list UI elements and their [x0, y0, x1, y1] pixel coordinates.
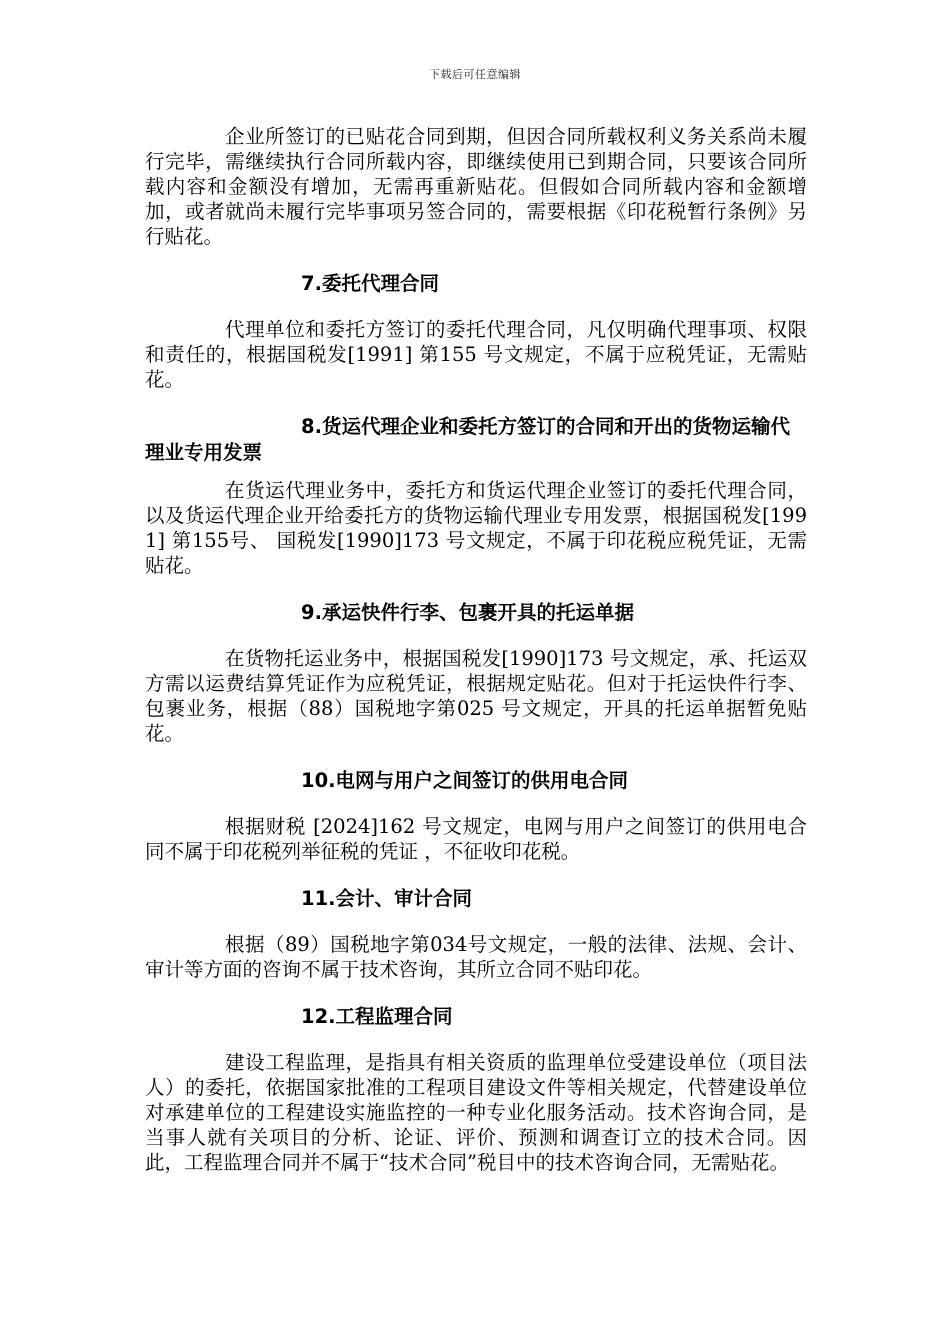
heading-12 — [145, 1004, 807, 1030]
document-body — [145, 124, 807, 1175]
heading-number: 8. — [301, 415, 322, 438]
paragraph-freight-agency: 在货运代理业务中，委托方和货运代理企业签订的委托代理合同，以及货运代理企业开给委托方的货物运输代理业专用发票，根据国税发[1991] 第155号、 国税发[1990]173 号文规定，不属于印花税应税凭证，无需贴花。 — [145, 479, 807, 577]
paragraph-consignment: 在货物托运业务中，根据国税发[1990]173 号文规定，承、托运双方需以运费结算凭证作为应税凭证，根据规定贴花。但对于托运快件行李、包裹业务，根据（88）国税地字第025 号文规定，开具的托运单据暂免贴花。 — [145, 647, 807, 745]
heading-title: 电网与用户之间签订的供用电合同 — [335, 769, 629, 792]
heading-number: 11. — [301, 887, 336, 910]
heading-title: 货运代理企业和委托方签订的合同和开出的货物运输代理业专用发票 — [145, 415, 790, 464]
heading-9 — [145, 600, 807, 626]
heading-title: 会计、审计合同 — [335, 887, 473, 910]
heading-number: 9. — [301, 601, 322, 624]
heading-8 — [145, 414, 807, 466]
heading-title: 工程监理合同 — [335, 1005, 453, 1028]
paragraph-contract-expiry: 企业所签订的已贴花合同到期，但因合同所载权利义务关系尚未履行完毕，需继续执行合同所载内容，即继续使用已到期合同，只要该合同所载内容和金额没有增加，无需再重新贴花。但假如合同所载内容和金额增加，或者就尚未履行完毕事项另签合同的，需要根据《印花税暂行条例》另行贴花。 — [145, 125, 807, 248]
paragraph-agency-contract: 代理单位和委托方签订的委托代理合同，凡仅明确代理事项、权限和责任的，根据国税发[1991] 第155 号文规定，不属于应税凭证，无需贴花。 — [145, 318, 807, 391]
heading-number: 7. — [301, 272, 322, 295]
heading-7 — [145, 271, 807, 297]
paragraph-accounting-audit: 根据（89）国税地字第034号文规定，一般的法律、法规、会计、审计等方面的咨询不属于技术咨询，其所立合同不贴印花。 — [145, 933, 807, 981]
header-note: 下载后可任意编辑 — [429, 68, 521, 81]
heading-title: 承运快件行李、包裹开具的托运单据 — [321, 601, 634, 624]
heading-number: 12. — [301, 1005, 336, 1028]
paragraph-engineering-supervision: 建设工程监理，是指具有相关资质的监理单位受建设单位（项目法人）的委托，依据国家批准的工程项目建设文件等相关规定，代替建设单位对承建单位的工程建设实施监控的一种专业化服务活动。技术咨询合同，是当事人就有关项目的分析、论证、评价、预测和调查订立的技术合同。因此，工程监理合同并不属于“技术合同”税目中的技术咨询合同，无需贴花。 — [145, 1051, 807, 1174]
heading-11 — [145, 886, 807, 912]
heading-10 — [145, 768, 807, 794]
heading-number: 10. — [301, 769, 336, 792]
heading-title: 委托代理合同 — [321, 272, 439, 295]
paragraph-power-supply: 根据财税 [2024]162 号文规定，电网与用户之间签订的供用电合同不属于印花税列举征税的凭证 ，不征收印花税。 — [145, 815, 807, 863]
